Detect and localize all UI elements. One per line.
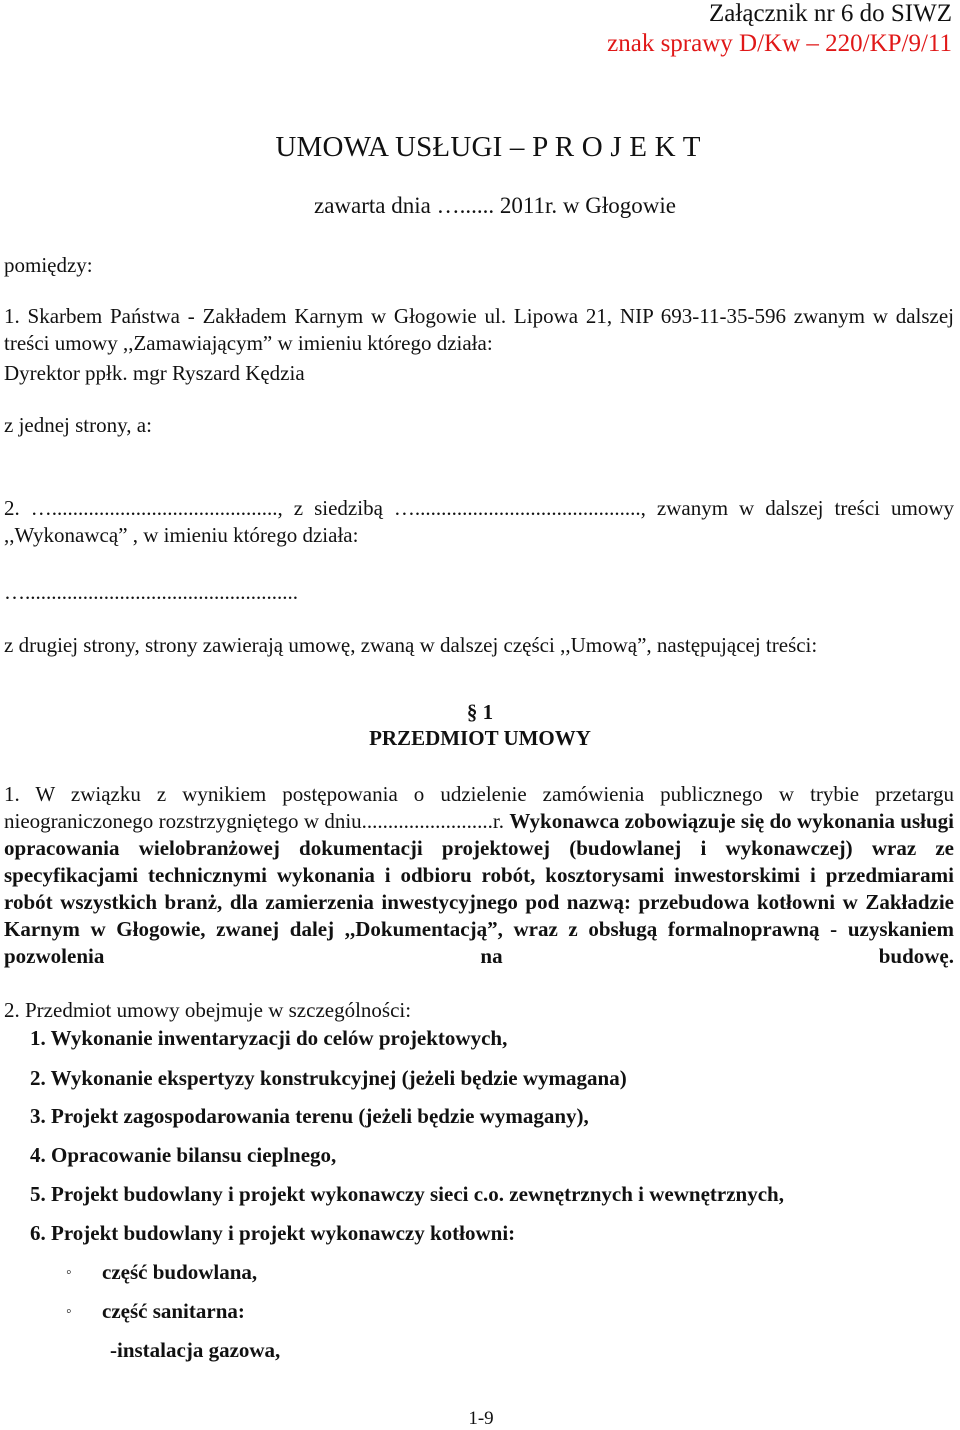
attachment-label: Załącznik nr 6 do SIWZ [709, 0, 952, 27]
date-line: zawarta dnia …...... 2011r. w Głogowie [314, 193, 676, 218]
bullet-item [66, 1260, 257, 1285]
circle-bullet-icon: ◦ [66, 1264, 72, 1281]
paragraph1-obligation: Wykonawca zobowiązuje się do wykonania usługi opracowania wielobranżowej dokumentacji projektowej (budowlanej i wykonawczej) wraz ze specyfikacjami technicznymi wykonania i odbioru robót, kosztorysami inwestorskimi i przedmiarami robót wszystkich branż, dla zamierzenia inwestycyjnego pod nazwą: przebudowa kotłowni w Zakładzie Karnym w Głogowie, zwanej dalej ,,Dokumentacją”, wraz z obsługą formalnoprawną - uzyskaniem pozwolenia na budowę. [4, 809, 955, 968]
bullet-item-label: część sanitarna: [102, 1299, 245, 1323]
party1-director: Dyrektor ppłk. mgr Ryszard Kędzia [4, 361, 305, 385]
party2-representative: ….................................................... [4, 580, 298, 604]
list-item: 6. Projekt budowlany i projekt wykonawczy kotłowni: [30, 1221, 516, 1245]
agreement-paragraph: z drugiej strony, strony zawierają umowę, zwaną w dalszej części ,,Umową”, następującej treści: [4, 633, 818, 657]
bullet-item-label: część budowlana, [102, 1260, 258, 1284]
section-number: § 1 [466, 700, 494, 724]
list-item: 2. Wykonanie ekspertyzy konstrukcyjnej (jeżeli będzie wymagana) [30, 1066, 627, 1090]
party2-paragraph: 2. …..........................................., z siedzibą …..........................................., zwanym w dalszej treści umowy ,,Wykonawcą” , w imieniu którego działa: [4, 496, 954, 547]
list-item: 3. Projekt zagospodarowania terenu (jeżeli będzie wymagany), [30, 1104, 589, 1128]
page-number: 1-9 [468, 1408, 494, 1429]
section1-paragraph2: 2. Przedmiot umowy obejmuje w szczególności: [4, 998, 412, 1022]
party1-paragraph: 1. Skarbem Państwa - Zakładem Karnym w Głogowie ul. Lipowa 21, NIP 693-11-35-596 zwanym w dalszej treści umowy ,,Zamawiającym” w imieniu którego działa: [4, 304, 954, 355]
section1-paragraph1 [4, 781, 954, 970]
bullet-item [66, 1299, 245, 1324]
circle-bullet-icon: ◦ [66, 1303, 72, 1320]
between-label: pomiędzy: [4, 253, 93, 277]
case-reference: znak sprawy D/Kw – 220/KP/9/11 [607, 30, 952, 57]
list-item: 5. Projekt budowlany i projekt wykonawczy sieci c.o. zewnętrznych i wewnętrznych, [30, 1182, 784, 1206]
paragraph1-intro: 1. W związku z wynikiem postępowania o udzielenie zamówienia publicznego w trybie przetargu nieograniczonego rozstrzygniętego w dniu.........................r. [4, 782, 954, 833]
document-title: UMOWA USŁUGI – P R O J E K T [275, 131, 701, 163]
section-heading: PRZEDMIOT UMOWY [369, 726, 591, 750]
party1-side: z jednej strony, a: [4, 413, 152, 437]
sub-item: -instalacja gazowa, [110, 1338, 281, 1362]
list-item: 4. Opracowanie bilansu cieplnego, [30, 1143, 337, 1167]
list-item: 1. Wykonanie inwentaryzacji do celów projektowych, [30, 1026, 508, 1050]
